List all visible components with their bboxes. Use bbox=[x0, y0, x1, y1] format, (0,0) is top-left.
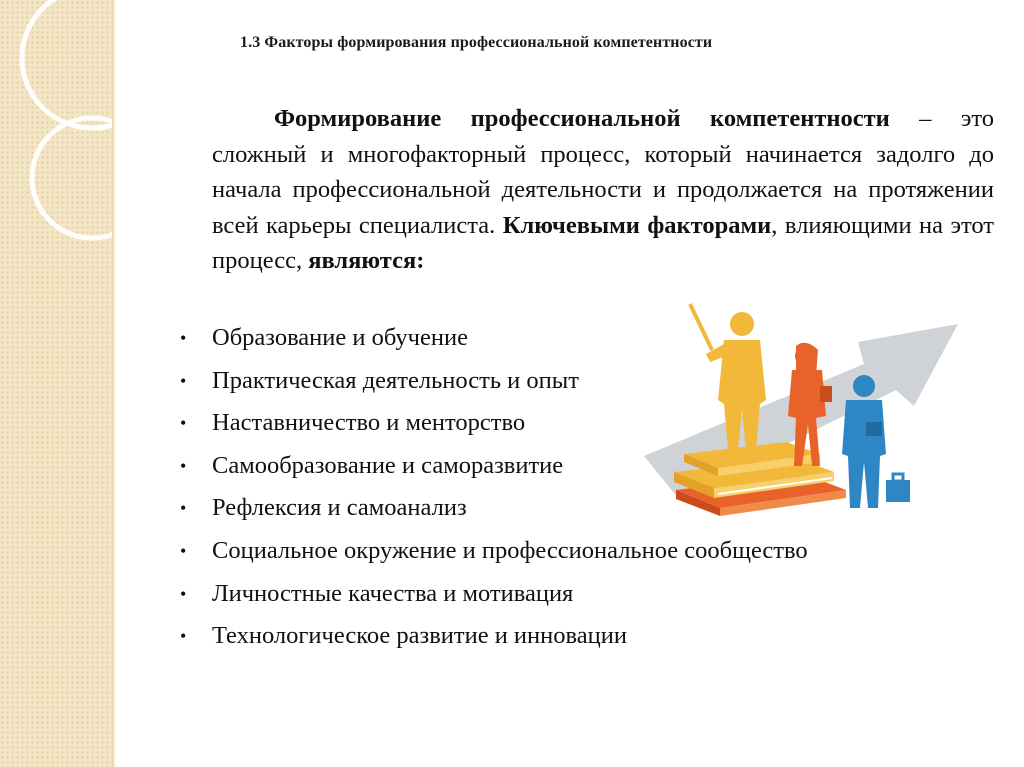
factor-item bbox=[180, 487, 960, 530]
intro-paragraph bbox=[212, 101, 994, 279]
bullet-dot-icon: • bbox=[180, 455, 187, 476]
factor-text: Наставничество и менторство bbox=[212, 409, 526, 437]
factor-text: Рефлексия и самоанализ bbox=[212, 494, 467, 522]
factor-text: Самообразование и саморазвитие bbox=[212, 451, 564, 479]
bullet-dot-icon: • bbox=[180, 370, 187, 391]
factor-item bbox=[180, 445, 960, 488]
intro-bold-key: Ключевыми факторами bbox=[502, 211, 772, 239]
ring-ornament-icon bbox=[0, 0, 112, 767]
slide-title: 1.3 Факторы формирования профессиональной компетентности bbox=[240, 34, 713, 51]
decorative-sidebar bbox=[0, 0, 112, 767]
factors-list bbox=[180, 317, 960, 658]
factor-item bbox=[180, 615, 960, 658]
factor-text: Социальное окружение и профессиональное сообщество bbox=[212, 536, 808, 564]
bullet-dot-icon: • bbox=[180, 626, 187, 647]
intro-text-2: , влияющими на этот процесс, bbox=[212, 211, 994, 274]
factor-text: Образование и обучение bbox=[212, 324, 468, 351]
factor-text: Практическая деятельность и опыт bbox=[212, 366, 579, 394]
factor-item bbox=[180, 360, 960, 403]
intro-text: – это сложный и многофакторный процесс, который начинается задолго до начала профессиональной деятельности и продолжается на протяжении всей карьеры специалиста. bbox=[212, 105, 994, 239]
factor-item bbox=[180, 573, 960, 616]
sidebar-edge bbox=[112, 0, 116, 767]
bullet-dot-icon: • bbox=[180, 583, 187, 604]
factor-text: Технологическое развитие и инновации bbox=[212, 622, 627, 650]
factor-item bbox=[180, 530, 960, 573]
intro-bold-lead: Формирование профессиональной компетентности bbox=[274, 105, 890, 132]
bullet-dot-icon: • bbox=[180, 413, 187, 434]
intro-bold-end: являются: bbox=[308, 247, 425, 274]
factor-item bbox=[180, 402, 960, 445]
bullet-dot-icon: • bbox=[180, 498, 187, 519]
bullet-dot-icon: • bbox=[180, 328, 187, 348]
factor-text: Личностные качества и мотивация bbox=[212, 579, 574, 607]
bullet-dot-icon: • bbox=[180, 540, 187, 561]
factor-item bbox=[180, 317, 960, 360]
